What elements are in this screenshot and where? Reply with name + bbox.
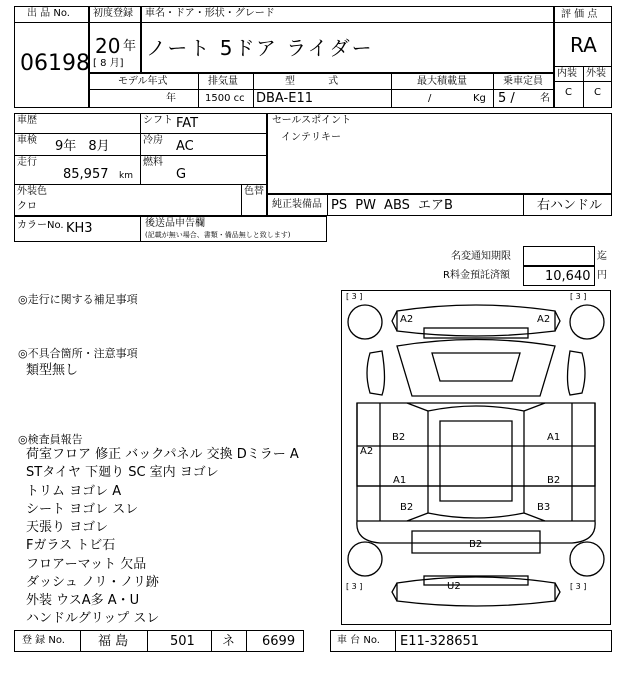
damage-mark: A1 [393, 475, 407, 486]
reg-kana: ネ [222, 634, 236, 649]
inspector-line: 天張り ヨゴレ [26, 520, 109, 535]
name-change-label: 名変通知期限 [451, 251, 511, 262]
capacity-unit: 名 [540, 93, 550, 104]
damage-mark: A2 [400, 314, 414, 325]
overall-grade: RA [570, 33, 597, 57]
damage-mark: U2 [447, 581, 461, 592]
exterior-grade: C [594, 87, 601, 98]
reg-number: 6699 [262, 634, 296, 649]
mileage-value: 85,957 [63, 167, 109, 182]
capacity-label: 乗車定員 [503, 76, 543, 87]
name-change-box [523, 246, 595, 266]
inspection-value: 9年 8月 [55, 139, 110, 154]
docs-note: (記載が無い場合、書類・備品無しと致します) [145, 231, 291, 239]
reg-class: 501 [170, 634, 195, 649]
type-label: 型 式 [285, 76, 339, 87]
sales-point-value: インテリキー [281, 132, 341, 143]
docs-label: 後送品申告欄 [145, 218, 205, 229]
driving-heading: ◎走行に関する補足事項 [18, 293, 138, 306]
displacement: 1500 cc [205, 93, 245, 104]
color-no-value: KH3 [66, 221, 93, 236]
interior-grade: C [565, 87, 572, 98]
shift-label: シフト [143, 115, 173, 126]
max-load-unit: Kg [473, 93, 486, 104]
car-name-label: 車名・ドア・形状・グレード [145, 8, 275, 19]
mileage-unit: km [119, 171, 133, 181]
interior-label: 内装 [557, 68, 577, 79]
inspector-line: 荷室フロア 修正 バックパネル 交換 Dミラー A [26, 447, 299, 462]
ac-value: AC [176, 139, 194, 154]
inspector-line: ハンドルグリップ スレ [26, 611, 160, 626]
shift-value: FAT [176, 116, 199, 131]
history-label: 車歴 [17, 115, 37, 126]
exterior-label: 外装 [586, 68, 606, 79]
damage-mark: B3 [537, 502, 551, 513]
damage-diagram [341, 290, 611, 625]
damage-mark: B2 [547, 475, 561, 486]
fuel-value: G [176, 167, 187, 182]
chassis-label: 車 台 No. [337, 635, 380, 646]
inspector-line: Fガラス トビ石 [26, 538, 116, 553]
color-value: クロ [17, 201, 37, 212]
inspector-line: 外装 ウスA多 A・U [26, 593, 140, 608]
max-load-label: 最大積載量 [417, 76, 467, 87]
color-label: 外装色 [17, 186, 47, 197]
model-year-unit: 年 [166, 93, 176, 104]
inspector-line: シート ヨゴレ スレ [26, 502, 139, 517]
corner-label-bl: [ 3 ] [346, 582, 363, 591]
car-name: ノート 5ドア ライダー [146, 36, 374, 60]
registration-label: 初度登録 [93, 8, 133, 19]
grade-label: 評 価 点 [561, 9, 598, 20]
damage-mark: B2 [469, 539, 483, 550]
equipment-label: 純正装備品 [272, 199, 322, 210]
defects-heading: ◎不具合箇所・注意事項 [18, 347, 138, 360]
registration-year: 20 [95, 34, 121, 58]
registration-month: [ 8 月] [93, 58, 124, 69]
color-change-label: 色替 [244, 186, 264, 197]
capacity: 5 / [498, 91, 515, 106]
inspector-line: STタイヤ 下廻り SC 室内 ヨゴレ [26, 465, 219, 480]
inspector-line: フロアーマット 欠品 [26, 557, 147, 572]
displacement-label: 排気量 [208, 76, 238, 87]
fuel-label: 燃料 [143, 157, 163, 168]
equipment-value: PS PW ABS エアB [331, 198, 453, 213]
inspector-line: トリム ヨゴレ A [26, 484, 122, 499]
registration-year-unit: 年 [123, 39, 137, 54]
corner-label-tr: [ 3 ] [570, 292, 587, 301]
lot-label: 出 品 No. [27, 8, 70, 19]
chassis-number: E11-328651 [400, 634, 480, 649]
damage-mark: A2 [537, 314, 551, 325]
model-type: DBA-E11 [256, 91, 313, 106]
inspector-heading: ◎検査員報告 [18, 433, 83, 446]
sales-point-label: セールスポイント [272, 115, 352, 126]
car-outline [342, 291, 610, 624]
lot-number: 06198 [20, 51, 90, 76]
corner-label-br: [ 3 ] [570, 582, 587, 591]
defects-text: 類型無し [26, 363, 79, 378]
damage-mark: A2 [360, 446, 374, 457]
max-load-slash: / [428, 93, 432, 104]
model-year-label: モデル年式 [118, 76, 168, 87]
reg-no-label: 登 録 No. [22, 635, 65, 646]
damage-mark: B2 [400, 502, 414, 513]
reg-place: 福 島 [98, 634, 129, 649]
ac-label: 冷房 [143, 135, 163, 146]
damage-mark: A1 [547, 432, 561, 443]
inspector-line: ダッシュ ノリ・ノリ跡 [26, 575, 159, 590]
recycle-label: R料金預託済額 [443, 270, 510, 281]
inspection-label: 車検 [17, 135, 37, 146]
steering-value: 右ハンドル [537, 198, 603, 213]
recycle-unit: 円 [597, 270, 607, 281]
recycle-amount: 10,640 [545, 269, 591, 284]
color-no-label: カラーNo. [17, 220, 64, 231]
corner-label-tl: [ 3 ] [346, 292, 363, 301]
mileage-label: 走行 [17, 157, 37, 168]
damage-mark: B2 [392, 432, 406, 443]
name-change-unit: 迄 [597, 251, 607, 262]
